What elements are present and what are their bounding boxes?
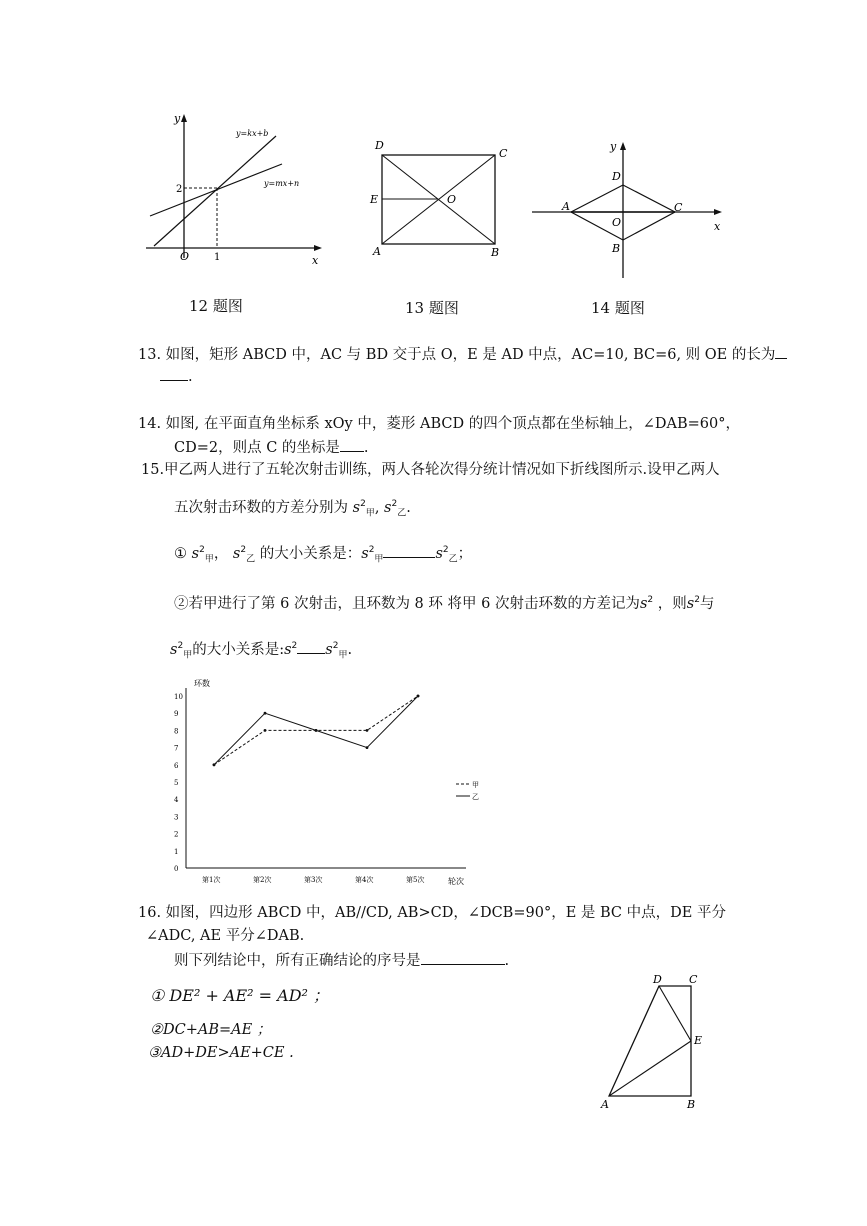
question-14-line1: 14. 如图, 在平面直角坐标系 xOy 中，菱形 ABCD 的四个顶点都在坐标轴上，∠DAB=60°， (138, 416, 740, 432)
point-E-label: E (370, 193, 379, 206)
yi-sub: 乙 (397, 508, 407, 519)
y-tick-label: 2 (174, 830, 179, 839)
question-14-line2 (174, 437, 369, 458)
s-symbol: s (384, 499, 392, 516)
point-D-label: D (375, 139, 384, 152)
s-symbol: s (170, 641, 178, 658)
jia-sub: 甲 (338, 650, 348, 661)
sub1-tail: 的大小关系是： (259, 545, 362, 562)
s-symbol: s (352, 499, 361, 516)
sub3-tail: 的大小关系是: (192, 641, 285, 658)
point-A-label: A (562, 200, 570, 213)
point-A-label: A (373, 245, 381, 258)
sub2-tail: ，则 (657, 595, 687, 612)
y-tick-label: 8 (174, 727, 179, 736)
s-symbol: s (639, 595, 648, 612)
legend-label: 乙 (472, 793, 479, 801)
s-symbol: s (435, 545, 443, 562)
point-C-label: C (689, 973, 698, 986)
sub2-text: ②若甲进行了第 6 次射击，且环数为 8 环 将甲 6 次射击环数的方差记为 (174, 595, 640, 612)
question-15-line1: 15.甲乙两人进行了五轮次射击训练，两人各轮次得分统计情况如下折线图所示.设甲乙两人 (141, 462, 720, 478)
data-point (366, 746, 369, 749)
tick-y-label: 2 (176, 184, 183, 195)
point-O-label: O (447, 193, 457, 206)
data-point (264, 712, 267, 715)
point-B-label: B (612, 242, 621, 255)
point-C-label: C (499, 147, 508, 160)
x-tick-label: 第3次 (304, 876, 323, 884)
point-D-label: D (653, 973, 662, 986)
sq: 2 (647, 595, 654, 605)
sq: 2 (442, 545, 449, 555)
sq: 2 (199, 545, 205, 555)
q13-end: . (188, 369, 193, 385)
q13-text: 13. 如图，矩形 ABCD 中，AC 与 BD 交于点 O，E 是 AD 中点，AC=10, BC=6, 则 OE 的长为 (138, 347, 776, 363)
figure-14-caption: 14 题图 (591, 299, 645, 317)
tick-x-label: 1 (214, 252, 221, 263)
x-axis-label: x (312, 254, 319, 267)
figure-13-caption: 13 题图 (405, 299, 459, 317)
point-C-label: C (674, 201, 683, 214)
sub2-tail2: 与 (699, 595, 715, 612)
x-tick-label: 第2次 (253, 876, 272, 884)
sq: 2 (240, 545, 247, 555)
point-B-label: B (687, 1098, 696, 1111)
figure-12-caption: 12 题图 (189, 297, 243, 315)
jia-sub: 甲 (183, 650, 193, 661)
option-3: ③AD+DE>AE+CE . (148, 1045, 294, 1061)
q16-text: 则下列结论中，所有正确结论的序号是 (174, 953, 421, 969)
sq: 2 (360, 499, 366, 509)
data-point (417, 695, 420, 698)
data-point (264, 729, 267, 732)
legend-label: 甲 (472, 781, 479, 789)
x-tick-label: 第4次 (355, 876, 374, 884)
question-16-line1: 16. 如图，四边形 ABCD 中，AB//CD, AB>CD，∠DCB=90°，E 是 BC 中点，DE 平分 (138, 905, 726, 921)
yi-sub: 乙 (448, 554, 458, 565)
y-tick-label: 1 (174, 847, 179, 856)
jia-sub: 甲 (374, 554, 384, 565)
sq: 2 (332, 641, 339, 651)
jia-sub: 甲 (204, 554, 214, 565)
yi-sub: 乙 (246, 554, 256, 565)
q14-text: CD=2，则点 C 的坐标是 (174, 440, 340, 456)
point-O-label: O (612, 216, 622, 229)
s-symbol: s (232, 545, 241, 562)
sq: 2 (291, 641, 298, 651)
y-tick-label: 10 (174, 693, 183, 701)
s-symbol: s (361, 545, 369, 562)
figure-13 (365, 135, 515, 260)
q16-end: . (504, 953, 510, 969)
y-tick-label: 0 (174, 865, 179, 873)
option-1: ① DE² + AE² = AD² ； (150, 986, 330, 1005)
y-axis-label: y (174, 112, 181, 125)
point-D-label: D (612, 170, 621, 183)
y-tick-label: 5 (174, 779, 179, 787)
data-point (366, 729, 369, 732)
x-axis-label: x (714, 220, 721, 233)
q15-line2-text: 五次射击环数的方差分别为 (174, 499, 348, 516)
question-15-sub2 (174, 590, 714, 614)
x-axis-title: 轮次 (448, 877, 464, 886)
question-16-line3 (174, 950, 509, 971)
x-tick-label: 第5次 (406, 876, 425, 884)
sub1-num: ① (174, 545, 192, 562)
line-chart (160, 672, 480, 892)
option-2: ②DC+AB=AE ； (150, 1022, 272, 1038)
line-mx-n (150, 164, 282, 216)
question-16-line2: ∠ADC, AE 平分∠DAB. (146, 928, 305, 944)
s-symbol: s (191, 545, 200, 562)
question-15-sub1: ① $s^2_甲$， $s^2_乙$ 的大小关系是：$s^2_甲$ $s^2_乙$； (174, 540, 472, 570)
y-axis-label: y (610, 140, 617, 153)
line1-label: y=kx+b (236, 129, 269, 138)
point-B-label: B (491, 246, 500, 259)
y-tick-label: 6 (174, 761, 179, 770)
sq: 2 (368, 545, 375, 555)
y-tick-label: 7 (174, 744, 179, 753)
s-symbol: s (686, 595, 695, 612)
data-point (315, 729, 318, 732)
figure-14 (528, 138, 728, 278)
q14-end: . (363, 440, 369, 456)
data-point (213, 763, 216, 766)
line2-label: y=mx+n (264, 179, 300, 188)
sq: 2 (694, 595, 700, 605)
question-15-sub3: $s^2_甲$的大小关系是$:s^2$ $s^2_甲$. (170, 636, 352, 666)
figure-16 (595, 972, 715, 1112)
y-tick-label: 3 (174, 813, 179, 822)
y-tick-label: 4 (174, 796, 179, 805)
origin-label: O (180, 250, 190, 263)
point-A-label: A (601, 1098, 609, 1111)
jia-sub: 甲 (365, 508, 375, 519)
question-15-line2: 五次射击环数的方差分别为 $s^2_甲$, $s^2_乙$. (174, 499, 411, 519)
x-tick-label: 第1次 (202, 876, 221, 884)
point-E-label: E (694, 1034, 703, 1047)
figure-12 (140, 108, 330, 270)
question-13-cont (160, 366, 193, 387)
s-symbol: s (325, 641, 333, 658)
sq: 2 (391, 499, 398, 509)
y-tick-label: 9 (174, 710, 179, 719)
s-symbol: s (284, 641, 292, 658)
question-13 (138, 344, 787, 365)
y-axis-title: 环数 (194, 679, 210, 688)
sq: 2 (177, 641, 184, 651)
